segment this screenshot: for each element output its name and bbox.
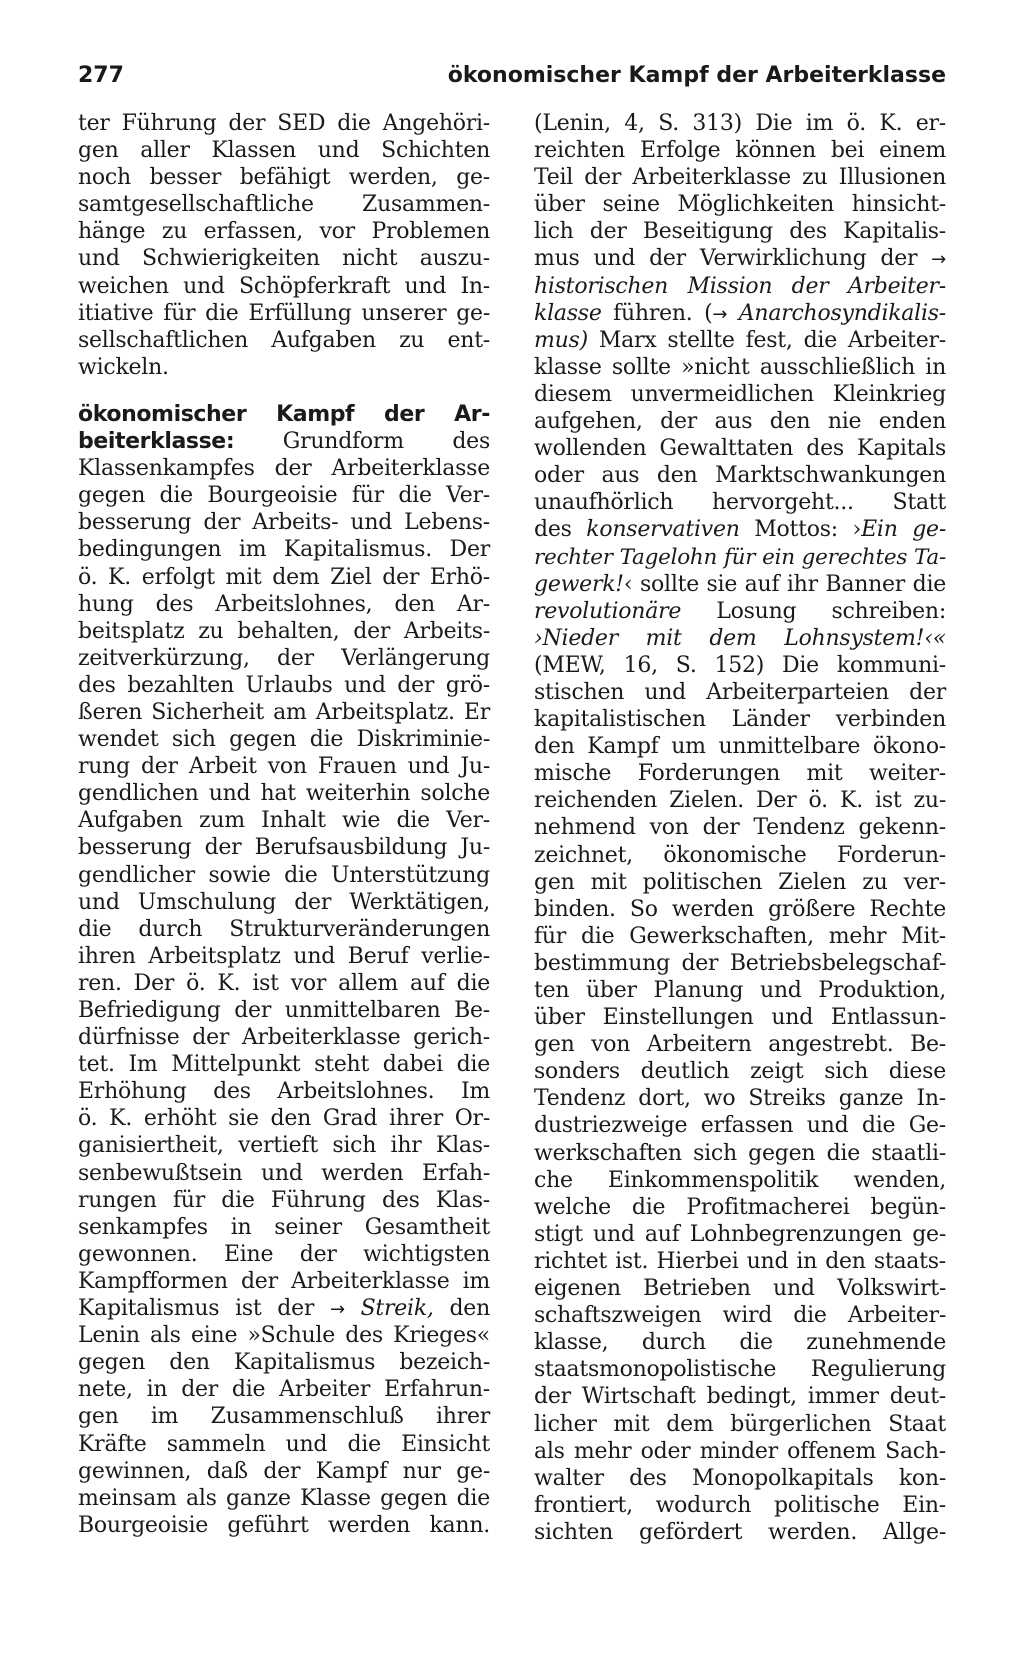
- paragraph-gap: [78, 381, 490, 401]
- text-line: über Einstellungen und Entlassun-: [534, 1005, 946, 1031]
- text-line: als mehr oder minder offenem Sach-: [534, 1438, 946, 1464]
- text-line: sichten gefördert werden. Allge-: [534, 1519, 946, 1545]
- text-line: weichen und Schöpferkraft und In-: [78, 273, 490, 299]
- italic-span: revolutionäre: [534, 598, 682, 624]
- text-line-with-quote: [534, 571, 946, 598]
- text-line: richtet ist. Hierbei und in den staats-: [534, 1248, 946, 1274]
- text-line: zeichnet, ökonomische Forderun-: [534, 842, 946, 868]
- text-line: licher mit dem bürgerlichen Staat: [534, 1411, 946, 1437]
- text-line: gen aller Klassen und Schichten: [78, 138, 490, 164]
- text-line: ihren Arbeitsplatz und Beruf verlie-: [78, 943, 490, 969]
- cross-reference-arrow-icon: →: [712, 303, 728, 325]
- text-line-with-quote: [534, 598, 946, 625]
- text-line: ö. K. erfolgt mit dem Ziel der Erhö-: [78, 564, 490, 590]
- cross-reference-arrow-icon: →: [931, 249, 946, 271]
- text-span: Kapitalismus ist der: [78, 1296, 315, 1322]
- text-line: schaftszweigen wird die Arbeiter-: [534, 1303, 946, 1329]
- text-line: oder aus den Marktschwankungen: [534, 463, 946, 489]
- text-line: kapitalistischen Länder verbinden: [534, 707, 946, 733]
- text-line: für die Gewerkschaften, mehr Mit-: [534, 923, 946, 949]
- text-line: mische Forderungen mit weiter-: [534, 761, 946, 787]
- text-line: gegen die Bourgeoisie für die Ver-: [78, 483, 490, 509]
- text-span: des: [534, 517, 572, 543]
- text-line: des bezahlten Urlaubs und der grö-: [78, 672, 490, 698]
- text-line: lich der Beseitigung des Kapitalis-: [534, 219, 946, 245]
- page-number: 277: [78, 63, 124, 88]
- text-line: Teil der Arbeiterklasse zu Illusionen: [534, 165, 946, 191]
- text-line: ter Führung der SED die Angehöri-: [78, 111, 490, 136]
- text-line: samtgesellschaftliche Zusammen-: [78, 192, 490, 218]
- text-span: mus und der Verwirklichung der: [534, 246, 918, 272]
- italic-line: rechter Tagelohn für ein gerechtes Ta-: [534, 544, 946, 570]
- text-line: welche die Profitmacherei begün-: [534, 1194, 946, 1220]
- text-line: aufgehen, der aus den nie enden: [534, 409, 946, 435]
- text-line: gen von Arbeitern angestrebt. Be-: [534, 1032, 946, 1058]
- text-line: klasse, durch die zunehmende: [534, 1330, 946, 1356]
- text-line: ten über Planung und Produktion,: [534, 978, 946, 1003]
- text-line: noch besser befähigt werden, ge-: [78, 165, 490, 191]
- text-line: klasse sollte »nicht ausschließlich in: [534, 354, 946, 380]
- entry-headword-line-1: ökonomischer Kampf der Ar-: [78, 401, 490, 427]
- text-line: dustriezweige erfassen und die Ge-: [534, 1113, 946, 1139]
- text-line: der Wirtschaft bedingt, immer deut-: [534, 1384, 946, 1410]
- text-line: ßeren Sicherheit am Arbeitsplatz. Er: [78, 699, 490, 725]
- text-line: rungen für die Führung des Klas-: [78, 1187, 490, 1213]
- text-line: unaufhörlich hervorgeht... Statt: [534, 490, 946, 516]
- cross-reference-term: mus): [534, 327, 588, 353]
- text-line: gewinnen, daß der Kampf nur ge-: [78, 1458, 490, 1484]
- text-line-with-reference: [534, 245, 946, 272]
- text-line: wollenden Gewalttaten des Kapitals: [534, 436, 946, 462]
- text-line: bedingungen im Kapitalismus. Der: [78, 537, 490, 563]
- text-line: dürfnisse der Arbeiterklasse gerich-: [78, 1025, 490, 1051]
- text-line: binden. So werden größere Rechte: [534, 896, 946, 922]
- text-line: reichten Erfolge können bei einem: [534, 138, 946, 164]
- text-line: gegen den Kapitalismus bezeich-: [78, 1350, 490, 1376]
- right-column: [534, 110, 946, 1546]
- text-line-with-quote: [534, 516, 946, 543]
- text-line: und Schwierigkeiten nicht auszu-: [78, 246, 490, 272]
- cross-reference-arrow-icon: →: [329, 1299, 345, 1321]
- italic-line: ›Nieder mit dem Lohnsystem!‹«: [534, 625, 946, 651]
- text-line: über seine Möglichkeiten hinsicht-: [534, 192, 946, 218]
- text-line: hänge zu erfassen, vor Problemen: [78, 219, 490, 245]
- text-line: die durch Strukturveränderungen: [78, 916, 490, 942]
- text-line: gen mit politischen Zielen zu ver-: [534, 869, 946, 895]
- text-line: nehmend von der Tendenz gekenn-: [534, 815, 946, 841]
- text-line: gewonnen. Eine der wichtigsten: [78, 1241, 490, 1267]
- text-line: besserung der Berufsausbildung Ju-: [78, 835, 490, 861]
- text-span: ‹ sollte sie auf ihr Banner die: [623, 571, 946, 597]
- cross-reference-term: klasse: [534, 300, 602, 326]
- text-line-with-reference: [78, 1295, 490, 1322]
- text-line: stischen und Arbeiterparteien der: [534, 679, 946, 705]
- text-line: zeitverkürzung, der Verlängerung: [78, 645, 490, 671]
- text-line: Erhöhung des Arbeitslohnes. Im: [78, 1079, 490, 1105]
- text-line: ö. K. erhöht sie den Grad ihrer Or-: [78, 1106, 490, 1132]
- cross-reference-term: Anarchosyndikalis-: [738, 300, 946, 326]
- running-head: ökonomischer Kampf der Arbeiterklasse: [447, 63, 946, 88]
- cross-reference-term: Streik,: [360, 1296, 434, 1322]
- text-span: Mottos: ›: [754, 517, 862, 543]
- page-header: [78, 56, 946, 96]
- text-line: (MEW, 16, S. 152) Die kommuni-: [534, 652, 946, 678]
- text-line: walter des Monopolkapitals kon-: [534, 1465, 946, 1491]
- text-line: gendlicher sowie die Unterstützung: [78, 862, 490, 888]
- text-line: gen im Zusammenschluß ihrer: [78, 1404, 490, 1430]
- left-column: [78, 110, 490, 1539]
- text-line: wendet sich gegen die Diskriminie-: [78, 727, 490, 753]
- text-span: Losung schreiben:: [716, 598, 946, 624]
- text-line: (Lenin, 4, S. 313) Die im ö. K. er-: [534, 111, 946, 136]
- text-line: beitsplatz zu behalten, der Arbeits-: [78, 618, 490, 644]
- text-line: che Einkommenspolitik wenden,: [534, 1167, 946, 1193]
- text-line: Kräfte sammeln und die Einsicht: [78, 1431, 490, 1457]
- text-line: frontiert, wodurch politische Ein-: [534, 1492, 946, 1518]
- text-line: ganisiertheit, vertieft sich ihr Klas-: [78, 1133, 490, 1159]
- text-line-with-reference: [534, 300, 946, 327]
- text-line: sellschaftlichen Aufgaben zu ent-: [78, 327, 490, 353]
- text-line: nete, in der die Arbeiter Erfahrun-: [78, 1377, 490, 1403]
- text-line: tet. Im Mittelpunkt steht dabei die: [78, 1052, 490, 1078]
- entry-headword: beiterklasse:: [78, 429, 235, 455]
- text-line: stigt und auf Lohnbegrenzungen ge-: [534, 1221, 946, 1247]
- text-line: den Kampf um unmittelbare ökono-: [534, 734, 946, 760]
- text-line: Aufgaben zum Inhalt wie die Ver-: [78, 808, 490, 834]
- text-span: Grundform des: [282, 429, 490, 455]
- text-line: bestimmung der Betriebsbelegschaf-: [534, 950, 946, 976]
- text-line: besserung der Arbeits- und Lebens-: [78, 510, 490, 536]
- cross-reference-term: historischen Mission der Arbeiter-: [534, 273, 946, 299]
- text-line: ren. Der ö. K. ist vor allem auf die: [78, 970, 490, 996]
- text-line: Befriedigung der unmittelbaren Be-: [78, 998, 490, 1023]
- text-line: und Umschulung der Werktätigen,: [78, 889, 490, 915]
- text-line: hung des Arbeitslohnes, den Ar-: [78, 591, 490, 617]
- text-line: diesem unvermeidlichen Kleinkrieg: [534, 381, 946, 407]
- text-line: senbewußtsein und werden Erfah-: [78, 1160, 490, 1186]
- text-line: staatsmonopolistische Regulierung: [534, 1357, 946, 1383]
- italic-span: Ein ge-: [861, 517, 947, 543]
- text-line: gendlichen und hat weiterhin solche: [78, 781, 490, 807]
- text-line: Lenin als eine »Schule des Krieges«: [78, 1323, 490, 1349]
- text-line: Kampfformen der Arbeiterklasse im: [78, 1268, 490, 1294]
- text-line: wickeln.: [78, 354, 169, 380]
- italic-span: gewerk!: [534, 571, 624, 597]
- text-line: sonders deutlich zeigt sich diese: [534, 1059, 946, 1085]
- text-line: meinsam als ganze Klasse gegen die: [78, 1485, 490, 1511]
- text-line: itiative für die Erfüllung unserer ge-: [78, 300, 490, 326]
- text-span: den: [449, 1296, 490, 1322]
- italic-span: konservativen: [586, 517, 740, 543]
- entry-headword-line-2: [78, 428, 490, 455]
- text-line-with-reference: [534, 327, 946, 354]
- text-line: werkschaften sich gegen die staatli-: [534, 1140, 946, 1166]
- text-span: Marx stellte fest, die Arbeiter-: [598, 327, 946, 353]
- text-line: Bourgeoisie geführt werden kann.: [78, 1512, 490, 1538]
- text-line: senkampfes in seiner Gesamtheit: [78, 1214, 490, 1240]
- text-span: führen. (: [613, 300, 713, 326]
- text-line: Klassenkampfes der Arbeiterklasse: [78, 456, 490, 482]
- text-line: eigenen Betrieben und Volkswirt-: [534, 1276, 946, 1302]
- text-line: rung der Arbeit von Frauen und Ju-: [78, 754, 490, 780]
- text-line: Tendenz dort, wo Streiks ganze In-: [534, 1086, 946, 1112]
- text-line: reichenden Zielen. Der ö. K. ist zu-: [534, 788, 946, 814]
